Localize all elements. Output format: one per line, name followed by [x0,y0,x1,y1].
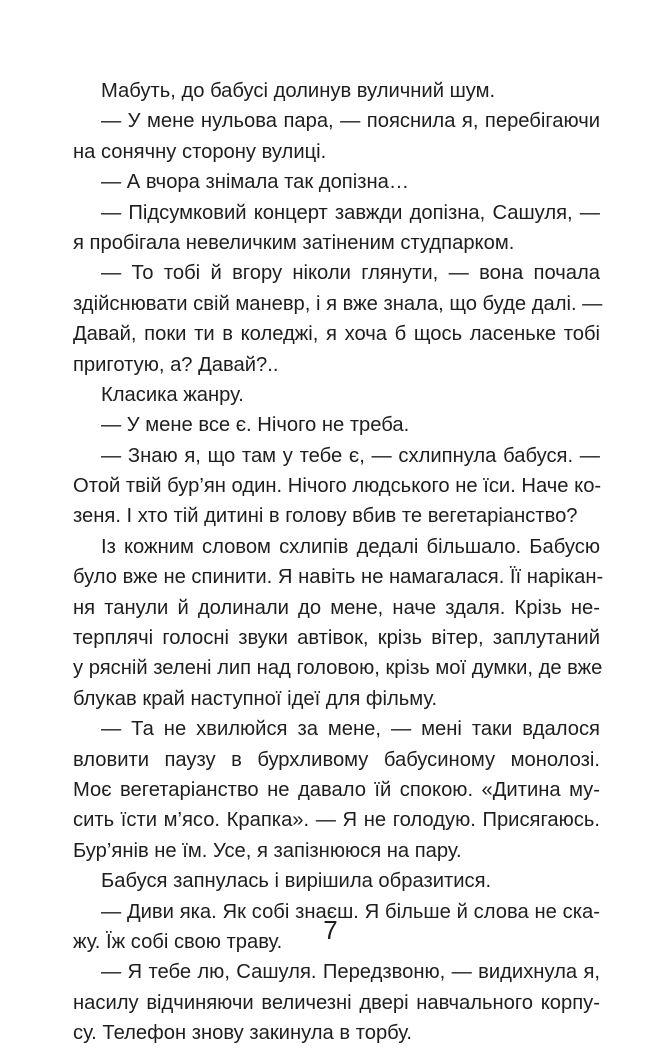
text-line: — То тобі й вгору ніколи глянути, — вона почала [101,262,600,285]
text-line: зеня. І хто тій дитині в голову вбив те вегетаріанство? [73,505,578,528]
text-line: — У мене все є. Нічого не треба. [101,414,410,437]
text-line: терплячі голосні звуки автівок, крізь вітер, заплутаний [73,627,600,650]
page-number: 7 [323,915,338,945]
text-line: — Знаю я, що там у тебе є, — схлипнула бабуся. — [101,444,600,467]
text-line: Класика жанру. [101,383,244,406]
text-line: Бабуся запнулась і вирішила образитися. [101,870,492,893]
text-line: було вже не спинити. Я навіть не намагалася. Її нарікан- [73,566,604,589]
text-line: — Та не хвилюйся за мене, — мені таки вдалося [101,718,600,741]
text-line: Мабуть, до бабусі долинув вуличний шум. [101,80,496,102]
body-text [73,76,604,1049]
text-line: ня танули й долинали до мене, наче здаля. Крізь не- [73,596,600,619]
text-line: приготую, а? Давай?.. [73,353,279,376]
text-line: — У мене нульова пара, — пояснила я, перебігаючи [101,110,600,133]
text-line: су. Телефон знову закинула в торбу. [73,1022,412,1045]
text-line: — А вчора знімала так допізна… [101,171,410,194]
text-line: — Диви яка. Як собі знаєш. Я більше й слова не ска- [101,900,600,923]
text-line: у рясній зелені лип над головою, крізь мої думки, де вже [73,657,603,680]
text-line: жу. Їж собі свою траву. [73,930,283,953]
text-line: Із кожним словом схлипів дедалі більшало. Бабусю [101,535,600,558]
text-line: я пробігала невеличким затіненим студпарком. [73,231,515,254]
text-line: блукав край наступної ідеї для фільму. [73,687,438,710]
text-line: Отой твій бур’ян один. Нічого людського не їси. Наче ко- [73,475,602,498]
text-line: — Підсумковий концерт завжди допізна, Сашуля, — [101,201,600,224]
text-line: сить їсти м’ясо. Крапка». — Я не голодую. Присягаюсь. [73,809,600,832]
text-line: Моє вегетаріанство не давало їй спокою. «Дитина му- [73,778,600,801]
text-line: насилу відчиняючи величезні двері навчального корпу- [73,991,600,1014]
text-line: вловити паузу в бурхливому бабусиному монолозі. [73,748,600,771]
text-line: на сонячну сторону вулиці. [73,140,327,163]
text-line: Давай, поки ти в коледжі, я хоча б щось ласеньке тобі [73,323,600,346]
text-line: — Я тебе лю, Сашуля. Передзвоню, — видихнула я, [101,961,600,984]
text-line: здійснювати свій маневр, і я вже знала, що буде далі. — [73,292,603,315]
text-line: Бур’янів не їм. Усе, я запізнююся на пару. [73,839,462,862]
